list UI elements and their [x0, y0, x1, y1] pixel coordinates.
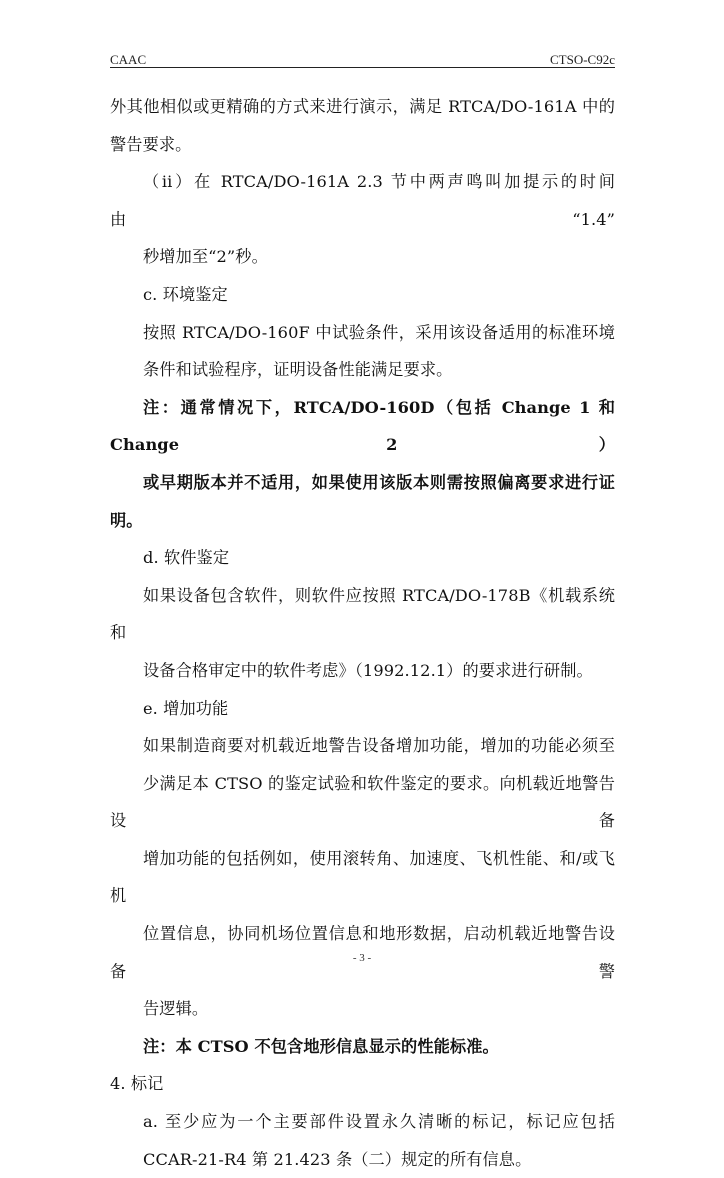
paragraph-line: 少满足本 CTSO 的鉴定试验和软件鉴定的要求。向机载近地警告设备 [110, 773, 615, 831]
header-left-label: CAAC [110, 52, 147, 67]
paragraph-line: 如果设备包含软件，则软件应按照 RTCA/DO-178B《机载系统和 [110, 585, 615, 643]
body-paragraph [110, 690, 615, 728]
body-paragraph [110, 577, 615, 690]
paragraph-line: 或早期版本并不适用，如果使用该版本则需按照偏离要求进行证明。 [110, 472, 615, 530]
paragraph-line: 告逻辑。 [143, 999, 209, 1019]
paragraph-line: a. 至少应为一个主要部件设置永久清晰的标记，标记应包括 [143, 1112, 615, 1132]
header-rule [110, 67, 615, 68]
body-paragraph [110, 88, 615, 163]
paragraph-line: 如果制造商要对机载近地警告设备增加功能，增加的功能必须至 [143, 736, 615, 756]
paragraph-line: 增加功能的包括例如，使用滚转角、加速度、飞机性能、和/或飞机 [110, 848, 615, 906]
paragraph-line: 警告要求。 [110, 134, 192, 154]
note-paragraph [110, 1028, 615, 1066]
paragraph-line: 秒增加至“2”秒。 [143, 247, 268, 267]
paragraph-line: 外其他相似或更精确的方式来进行演示，满足 RTCA/DO-161A 中的 [110, 97, 615, 116]
paragraph-line: 按照 RTCA/DO-160F 中试验条件，采用该设备适用的标准环境 [143, 322, 615, 342]
paragraph-line: 条件和试验程序，证明设备性能满足要求。 [143, 360, 453, 380]
body-paragraph [110, 314, 615, 389]
paragraph-line: 4. 标记 [110, 1074, 164, 1094]
body-paragraph [110, 1065, 615, 1103]
body-paragraph [110, 163, 615, 276]
paragraph-line: d. 软件鉴定 [143, 548, 230, 568]
paragraph-line: 注：通常情况下，RTCA/DO-160D（包括 Change 1 和 Change 2） [110, 397, 615, 455]
body-paragraph [110, 276, 615, 314]
page-number: - 3 - [352, 952, 372, 964]
note-paragraph [110, 389, 615, 539]
paragraph-line: 注：本 CTSO 不包含地形信息显示的性能标准。 [143, 1036, 499, 1056]
paragraph-line: 位置信息，协同机场位置信息和地形数据，启动机载近地警告设备警 [110, 924, 615, 981]
paragraph-line: c. 环境鉴定 [143, 284, 228, 304]
paragraph-line: CCAR-21-R4 第 21.423 条（二）规定的所有信息。 [143, 1149, 532, 1169]
body-paragraph [110, 1103, 615, 1178]
body-paragraph [110, 539, 615, 577]
document-body [110, 88, 615, 1178]
paragraph-line: 设备合格审定中的软件考虑》（1992.12.1）的要求进行研制。 [143, 660, 593, 680]
body-paragraph [110, 727, 615, 1028]
paragraph-line: （ii）在 RTCA/DO-161A 2.3 节中两声鸣叫加提示的时间由“1.4” [110, 172, 615, 229]
paragraph-line: e. 增加功能 [143, 698, 229, 718]
header-right-label: CTSO-C92c [550, 52, 615, 67]
